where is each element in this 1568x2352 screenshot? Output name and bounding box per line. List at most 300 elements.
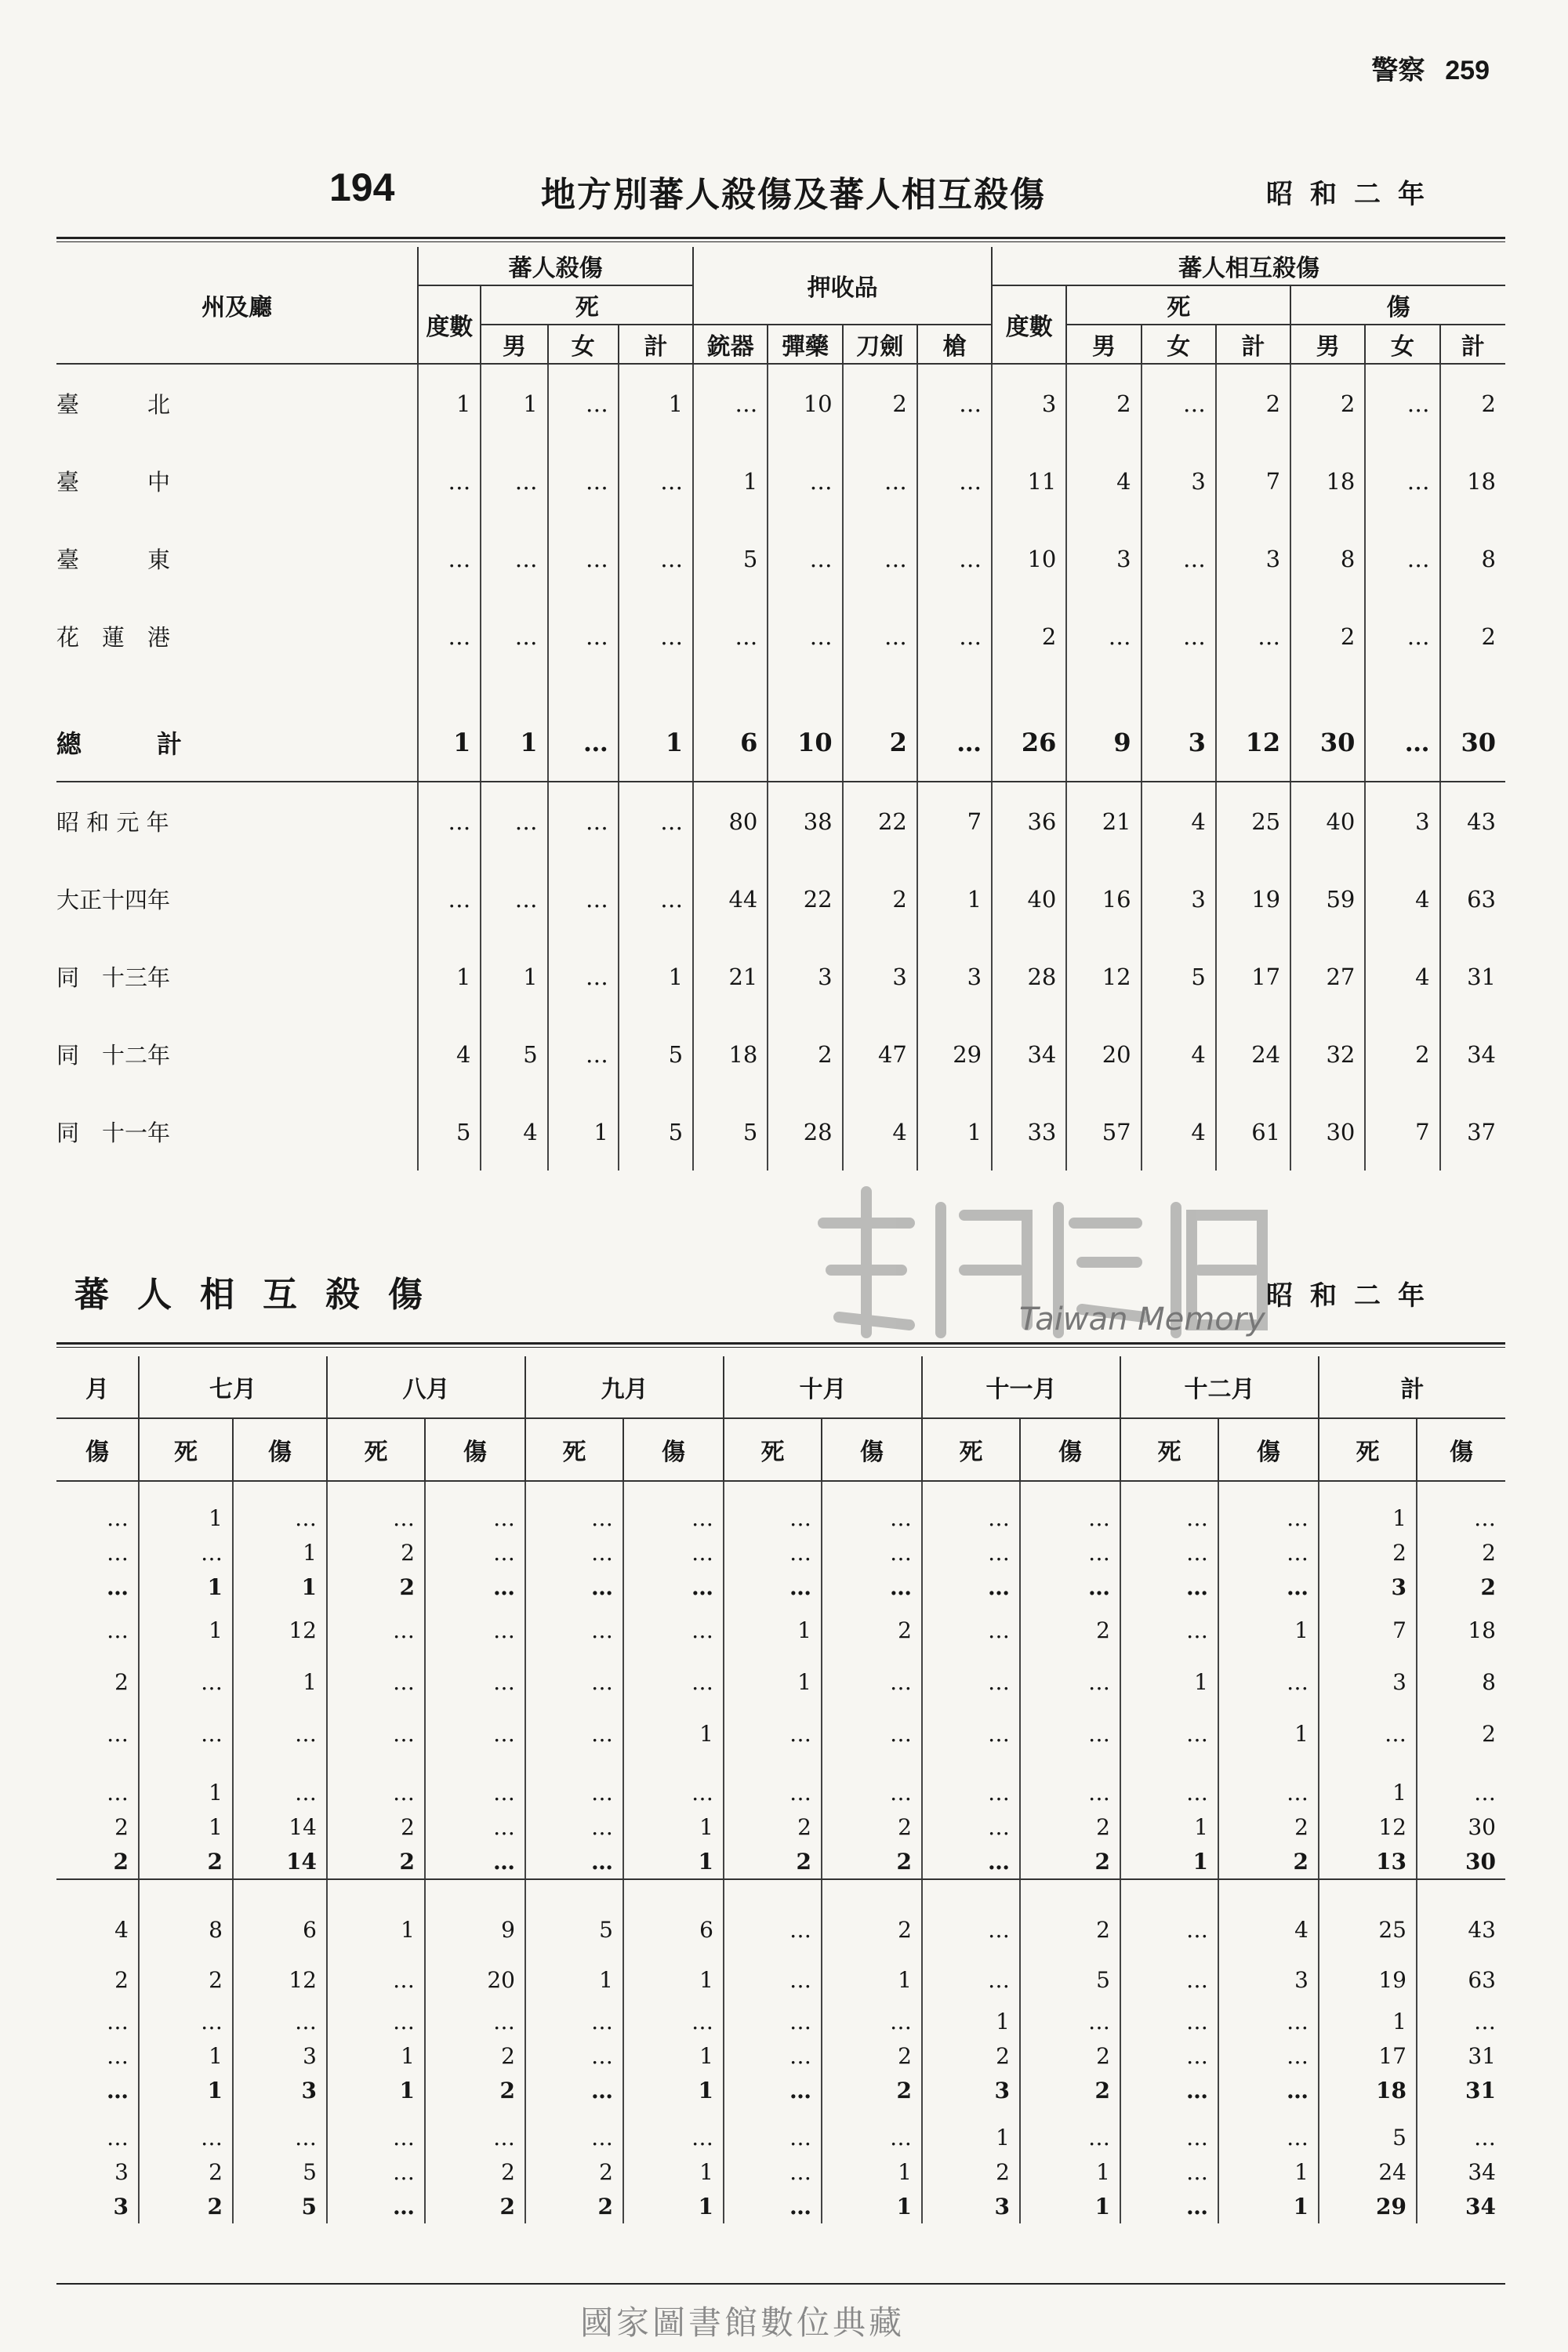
table-cell: 7: [1319, 1604, 1417, 1656]
table-cell: 4: [843, 1093, 917, 1171]
table-cell: …: [1020, 1481, 1120, 1535]
table-cell: …: [327, 1955, 425, 2004]
month-header-1: 七月: [139, 1356, 327, 1418]
table-cell: …: [822, 1481, 922, 1535]
table-cell: …: [233, 1759, 327, 1809]
table-cell: 4: [1365, 860, 1439, 938]
header-death: 死: [481, 285, 693, 325]
table-cell: …: [233, 1708, 327, 1759]
table-cell: 2: [768, 1015, 842, 1093]
table-cell: 1: [623, 1708, 724, 1759]
table-cell: 30: [1290, 703, 1365, 782]
table-cell: …: [425, 1604, 525, 1656]
table-cell: 2: [1319, 1535, 1417, 1570]
header-count: 度數: [418, 285, 481, 364]
table-cell: 33: [992, 1093, 1066, 1171]
table-cell: 2: [139, 1844, 233, 1879]
row-label: 臺 北: [56, 391, 171, 418]
table-cell: …: [418, 782, 481, 860]
table-cell: …: [1218, 1535, 1319, 1570]
table-cell: 2: [1218, 1809, 1319, 1844]
sub-header-injury: 傷: [233, 1418, 327, 1481]
table-cell: 12: [1216, 703, 1290, 782]
table-cell: 1: [623, 1844, 724, 1879]
table-cell: …: [525, 1809, 623, 1844]
row-label: 臺 中: [56, 469, 171, 495]
header-total-3: 計: [1440, 325, 1505, 364]
table1-title: 地方別蕃人殺傷及蕃人相互殺傷: [541, 175, 1046, 215]
table-cell: 3: [1319, 1570, 1417, 1604]
row-label: 昭 和 元 年: [56, 809, 169, 836]
table-cell: 1: [1218, 2189, 1319, 2223]
table-row: [56, 364, 1505, 442]
table-cell: 2: [425, 2073, 525, 2107]
table-cell: 38: [768, 782, 842, 860]
table2-body: [56, 1481, 1505, 2223]
table-cell: 2: [1365, 1015, 1439, 1093]
table-cell: …: [525, 1481, 623, 1535]
table-row: [56, 1604, 1505, 1656]
table1-body: [56, 364, 1505, 1171]
table-cell: …: [233, 1481, 327, 1535]
table-cell: 1: [1319, 2004, 1417, 2038]
table-cell: …: [525, 1759, 623, 1809]
table-cell: 20: [425, 1955, 525, 2004]
table-cell: …: [425, 1535, 525, 1570]
table-cell: 1: [139, 2073, 233, 2107]
table-cell: …: [548, 860, 619, 938]
table-cell: …: [107, 1617, 129, 1643]
table-cell: 28: [992, 938, 1066, 1015]
table-row: [56, 1093, 1505, 1171]
table-cell: 3: [113, 2193, 129, 2220]
table-cell: …: [1120, 1759, 1218, 1809]
table-cell: …: [525, 1708, 623, 1759]
table-cell: 1: [481, 703, 547, 782]
table-cell: 12: [1066, 938, 1141, 1015]
table-cell: 2: [327, 1570, 425, 1604]
table-cell: 34: [1417, 2189, 1505, 2223]
table-cell: …: [922, 1759, 1020, 1809]
table-cell: 5: [1020, 1955, 1120, 2004]
table-row: [56, 1844, 1505, 1879]
table-cell: 1: [1319, 1481, 1417, 1535]
table-cell: …: [1218, 2004, 1319, 2038]
table-cell: 3: [922, 2073, 1020, 2107]
table-cell: …: [327, 1708, 425, 1759]
table-cell: 9: [425, 1879, 525, 1955]
table-cell: …: [548, 938, 619, 1015]
table-cell: …: [619, 782, 693, 860]
table-row: [56, 782, 1505, 860]
table-cell: …: [724, 2154, 822, 2189]
table-cell: …: [1020, 2004, 1120, 2038]
table-cell: 12: [1319, 1809, 1417, 1844]
sub-header-death: 死: [724, 1418, 822, 1481]
month-header-2: 八月: [327, 1356, 525, 1418]
table-cell: 3: [1142, 703, 1216, 782]
table-cell: …: [327, 2107, 425, 2154]
table-cell: …: [1417, 1759, 1505, 1809]
table-cell: …: [822, 1570, 922, 1604]
sub-header-injury: 傷: [425, 1418, 525, 1481]
table1-top-rule: [56, 237, 1505, 239]
table-cell: 63: [1417, 1955, 1505, 2004]
table-cell: 1: [623, 2073, 724, 2107]
table-cell: 2: [1417, 1535, 1505, 1570]
table-cell: …: [1020, 1708, 1120, 1759]
table-row: [56, 703, 1505, 782]
table-cell: 2: [1290, 364, 1365, 442]
table-cell: …: [1142, 597, 1216, 675]
table-cell: …: [139, 1708, 233, 1759]
table-cell: …: [724, 2073, 822, 2107]
table-cell: 2: [822, 2038, 922, 2073]
table-cell: …: [724, 2038, 822, 2073]
row-label: 總 計: [56, 703, 418, 782]
table-cell: 63: [1440, 860, 1505, 938]
table-cell: …: [623, 1570, 724, 1604]
table-cell: …: [481, 597, 547, 675]
table-cell: 18: [1319, 2073, 1417, 2107]
table-cell: …: [1365, 364, 1439, 442]
table-cell: …: [1020, 1535, 1120, 1570]
table-cell: 59: [1290, 860, 1365, 938]
table-cell: 2: [1020, 1604, 1120, 1656]
table-cell: …: [693, 364, 768, 442]
table-cell: 10: [992, 520, 1066, 597]
table-cell: …: [107, 1539, 129, 1566]
table-cell: 1: [139, 1759, 233, 1809]
header-female-3: 女: [1365, 325, 1439, 364]
table-cell: 5: [693, 520, 768, 597]
table-cell: …: [1218, 2073, 1319, 2107]
table-cell: …: [425, 2004, 525, 2038]
table-cell: …: [822, 1759, 922, 1809]
month-header-3: 九月: [525, 1356, 724, 1418]
table-cell: …: [107, 2077, 129, 2103]
table-cell: …: [724, 1708, 822, 1759]
sub-header-injury: 傷: [1020, 1418, 1120, 1481]
table-cell: …: [1417, 2107, 1505, 2154]
table-cell: 30: [1417, 1809, 1505, 1844]
table-cell: …: [623, 1535, 724, 1570]
table-cell: 5: [619, 1015, 693, 1093]
table-cell: 2: [425, 2038, 525, 2073]
table-cell: 1: [922, 2004, 1020, 2038]
table-cell: 5: [481, 1015, 547, 1093]
watermark-text: Taiwan Memory: [1019, 1301, 1265, 1338]
table-cell: 1: [1218, 2154, 1319, 2189]
table-cell: 2: [822, 1604, 922, 1656]
table-cell: …: [1365, 442, 1439, 520]
table-cell: …: [623, 1656, 724, 1708]
table-cell: …: [623, 1759, 724, 1809]
table-cell: 16: [1066, 860, 1141, 938]
header-spears: 槍: [917, 325, 992, 364]
table-cell: 57: [1066, 1093, 1141, 1171]
table-cell: 1: [481, 364, 547, 442]
table-cell: 2: [1290, 597, 1365, 675]
table-row: [56, 597, 1505, 675]
table-cell: 32: [1290, 1015, 1365, 1093]
table-cell: 10: [768, 364, 842, 442]
table-cell: 7: [1216, 442, 1290, 520]
table-cell: 1: [693, 442, 768, 520]
table-cell: …: [525, 2038, 623, 2073]
table-cell: …: [1218, 1481, 1319, 1535]
table-cell: 61: [1216, 1093, 1290, 1171]
table-cell: …: [917, 703, 992, 782]
table-cell: 2: [724, 1809, 822, 1844]
table-cell: …: [724, 1481, 822, 1535]
table-cell: …: [107, 2042, 129, 2069]
table-cell: …: [1020, 1570, 1120, 1604]
table-cell: 2: [425, 2189, 525, 2223]
header-g1: 蕃人殺傷: [418, 247, 693, 285]
table-cell: …: [922, 1955, 1020, 2004]
table-cell: …: [917, 520, 992, 597]
table-cell: 1: [139, 2038, 233, 2073]
table1-gap-row: [56, 675, 1505, 703]
sub-header-death: 死: [327, 1418, 425, 1481]
table-cell: 4: [1218, 1879, 1319, 1955]
table-cell: 2: [822, 1879, 922, 1955]
table-cell: 4: [418, 1015, 481, 1093]
table2-top-rule: [56, 1342, 1505, 1345]
sub-header-death: 死: [525, 1418, 623, 1481]
table-cell: …: [922, 1570, 1020, 1604]
table-cell: …: [1319, 1708, 1417, 1759]
table-cell: …: [619, 597, 693, 675]
table-row: [56, 1015, 1505, 1093]
table-cell: 2: [425, 2154, 525, 2189]
footer-credit: 國家圖書館數位典藏: [580, 2303, 906, 2342]
table-cell: 1: [1120, 1844, 1218, 1879]
table2-header-sub: [56, 1418, 1505, 1481]
table-row: [56, 2107, 1505, 2154]
table-row: [56, 2154, 1505, 2189]
row-label: 同 十二年: [56, 1042, 171, 1069]
table-cell: 1: [327, 1879, 425, 1955]
table-cell: …: [548, 782, 619, 860]
table-cell: …: [525, 2073, 623, 2107]
table-cell: …: [822, 2004, 922, 2038]
table-cell: …: [425, 2107, 525, 2154]
table-cell: 25: [1319, 1879, 1417, 1955]
table-cell: …: [327, 2154, 425, 2189]
table-cell: 29: [917, 1015, 992, 1093]
table-cell: …: [1120, 1535, 1218, 1570]
table-cell: 7: [917, 782, 992, 860]
header-ammo: 彈藥: [768, 325, 842, 364]
table-cell: …: [623, 1604, 724, 1656]
table-cell: …: [481, 860, 547, 938]
table-cell: 5: [525, 1879, 623, 1955]
table-cell: …: [822, 1656, 922, 1708]
table1-year: 昭和二年: [1266, 179, 1442, 210]
table-cell: …: [724, 2107, 822, 2154]
table-cell: 29: [1319, 2189, 1417, 2223]
table-cell: 20: [1066, 1015, 1141, 1093]
table-row: [56, 520, 1505, 597]
table-cell: …: [139, 1535, 233, 1570]
table-cell: 19: [1319, 1955, 1417, 2004]
table-cell: …: [1120, 2073, 1218, 2107]
table-cell: …: [233, 2107, 327, 2154]
table-cell: 21: [1066, 782, 1141, 860]
table-cell: 4: [1066, 442, 1141, 520]
table-cell: …: [822, 1535, 922, 1570]
page-number: 259: [1445, 56, 1490, 85]
table-cell: …: [1020, 1656, 1120, 1708]
sub-header-death: 死: [1319, 1418, 1417, 1481]
table-cell: …: [768, 597, 842, 675]
table-cell: …: [525, 1844, 623, 1879]
table-cell: …: [548, 364, 619, 442]
table-row: [56, 1759, 1505, 1809]
table-cell: 12: [233, 1604, 327, 1656]
table-cell: 1: [1120, 1809, 1218, 1844]
table-cell: 40: [1290, 782, 1365, 860]
table-cell: …: [1417, 1481, 1505, 1535]
table-cell: …: [327, 2004, 425, 2038]
table2-title: 蕃人相互殺傷: [74, 1275, 451, 1315]
table-cell: …: [922, 1879, 1020, 1955]
table-cell: …: [107, 1573, 129, 1600]
table-cell: 22: [843, 782, 917, 860]
table-cell: 1: [917, 1093, 992, 1171]
row-label: 臺 東: [56, 546, 171, 573]
table-cell: …: [724, 1759, 822, 1809]
table-cell: …: [922, 1604, 1020, 1656]
table-cell: …: [822, 2107, 922, 2154]
table-cell: 1: [418, 364, 481, 442]
table2-top-rule-thin: [56, 1347, 1505, 1348]
table-cell: 3: [922, 2189, 1020, 2223]
table-cell: …: [418, 597, 481, 675]
table-cell: …: [1020, 2107, 1120, 2154]
table-cell: …: [724, 1570, 822, 1604]
row-label: 同 十一年: [56, 1120, 171, 1146]
table-cell: 18: [693, 1015, 768, 1093]
table-cell: …: [1120, 1604, 1218, 1656]
table-cell: …: [623, 2004, 724, 2038]
table-cell: …: [481, 442, 547, 520]
table-cell: 1: [327, 2038, 425, 2073]
table-cell: 8: [139, 1879, 233, 1955]
table-cell: …: [619, 860, 693, 938]
table-cell: …: [917, 597, 992, 675]
table-cell: 2: [1020, 2038, 1120, 2073]
table-cell: …: [481, 520, 547, 597]
table-cell: 3: [1066, 520, 1141, 597]
table-cell: …: [139, 1656, 233, 1708]
table-cell: …: [619, 520, 693, 597]
table-cell: 1: [724, 1656, 822, 1708]
table-cell: …: [1218, 2107, 1319, 2154]
table-cell: …: [327, 1656, 425, 1708]
row-label: 同 十三年: [56, 964, 171, 991]
sub-header-injury: 傷: [1218, 1418, 1319, 1481]
table-cell: …: [525, 1570, 623, 1604]
table-cell: …: [619, 442, 693, 520]
table-cell: 2: [327, 1809, 425, 1844]
table-cell: 31: [1417, 2038, 1505, 2073]
bottom-rule: [56, 2283, 1505, 2285]
table-cell: …: [822, 1708, 922, 1759]
table-cell: …: [922, 1656, 1020, 1708]
table-cell: …: [1120, 1481, 1218, 1535]
table-cell: 1: [327, 2073, 425, 2107]
running-head-title: 警察: [1371, 55, 1425, 86]
table-cell: 44: [693, 860, 768, 938]
table-cell: 1: [418, 703, 481, 782]
table-cell: …: [548, 597, 619, 675]
table-cell: 7: [1365, 1093, 1439, 1171]
table-cell: 2: [327, 1844, 425, 1879]
table-cell: 2: [114, 1668, 129, 1695]
table-cell: 2: [139, 2154, 233, 2189]
table-cell: 4: [1142, 1093, 1216, 1171]
header-female-2: 女: [1142, 325, 1216, 364]
table-cell: …: [843, 520, 917, 597]
table-cell: …: [548, 703, 619, 782]
table-cell: 21: [693, 938, 768, 1015]
table-cell: …: [548, 442, 619, 520]
table-row: [56, 1708, 1505, 1759]
table-cell: 2: [139, 1955, 233, 2004]
table-cell: …: [107, 1504, 129, 1531]
table-cell: 2: [1020, 1879, 1120, 1955]
table-cell: 3: [233, 2038, 327, 2073]
table-cell: 11: [992, 442, 1066, 520]
table-cell: 1: [623, 2154, 724, 2189]
table-cell: 8: [1290, 520, 1365, 597]
table-cell: …: [724, 2004, 822, 2038]
table-cell: …: [1120, 1708, 1218, 1759]
sub-header-injury: 傷: [623, 1418, 724, 1481]
table1-top-rule-thin: [56, 241, 1505, 242]
table-cell: 30: [1417, 1844, 1505, 1879]
table-cell: 2: [114, 1813, 129, 1840]
month-header-5: 十一月: [922, 1356, 1120, 1418]
table-cell: …: [1218, 2038, 1319, 2073]
table-cell: 1: [623, 1955, 724, 2004]
table-cell: 2: [1440, 364, 1505, 442]
table-cell: …: [139, 2004, 233, 2038]
table-cell: 4: [481, 1093, 547, 1171]
table-row: [56, 938, 1505, 1015]
header-male: 男: [481, 325, 547, 364]
sub-header-death: 死: [1120, 1418, 1218, 1481]
table-cell: …: [623, 2107, 724, 2154]
table-cell: 1: [623, 2038, 724, 2073]
table-cell: …: [1120, 2107, 1218, 2154]
table-cell: 30: [1290, 1093, 1365, 1171]
table-cell: …: [525, 2107, 623, 2154]
table-cell: …: [922, 1708, 1020, 1759]
row-label: 花 蓮 港: [56, 624, 171, 651]
table-cell: …: [724, 1535, 822, 1570]
table-cell: 19: [1216, 860, 1290, 938]
table-cell: …: [233, 2004, 327, 2038]
table-cell: 14: [233, 1844, 327, 1879]
table-cell: …: [768, 442, 842, 520]
table-cell: 1: [619, 364, 693, 442]
table-cell: 2: [525, 2189, 623, 2223]
month-header-0: 月: [56, 1356, 139, 1418]
